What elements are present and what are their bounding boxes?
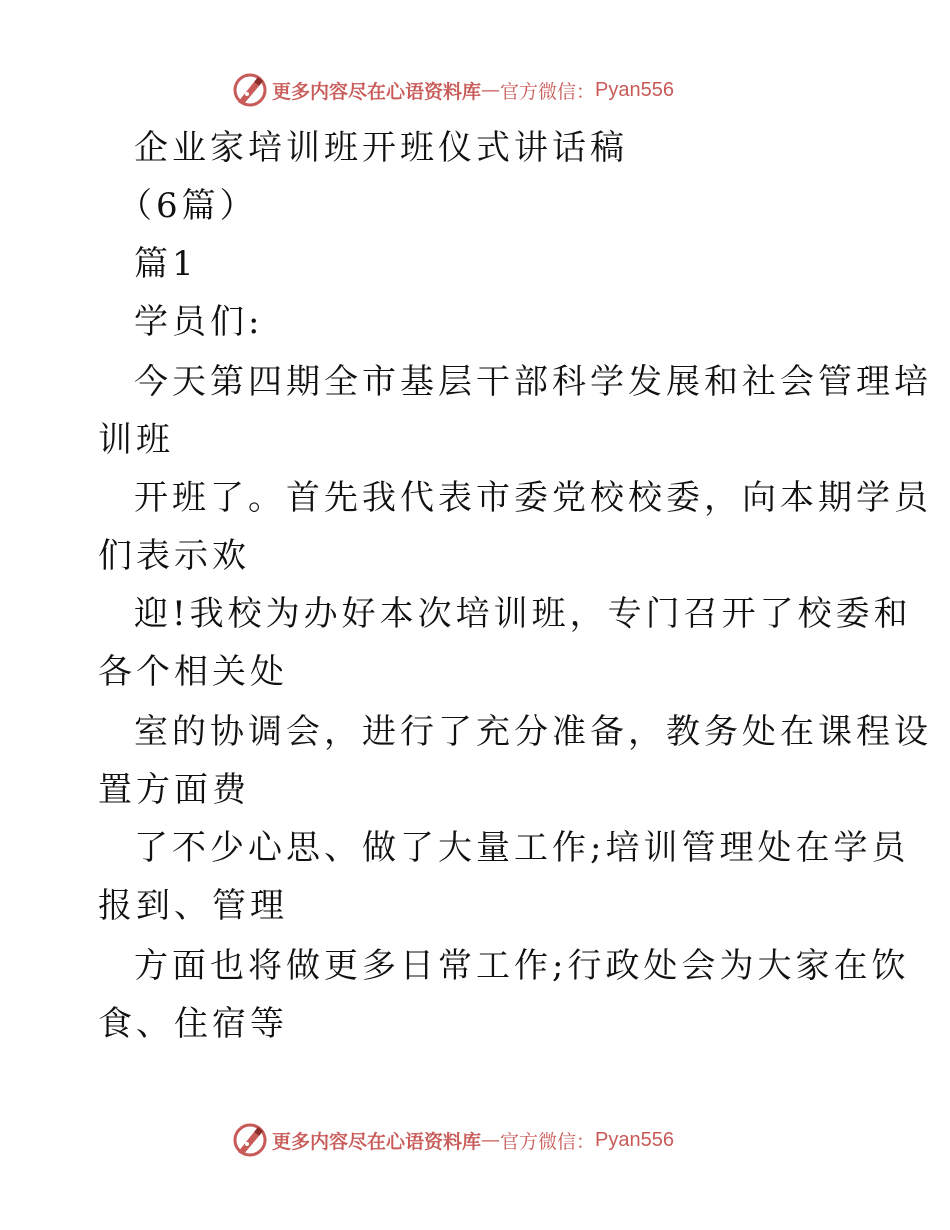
salutation: 学员们: [134, 302, 264, 342]
watermark-wechat-id: Pyan556 [595, 78, 674, 101]
paragraph-line: 迎!我校为办好本次培训班，专门召开了校委和 [134, 594, 912, 634]
paragraph-line: 报到、管理 [98, 886, 288, 926]
pen-logo-icon [232, 1122, 268, 1158]
paragraph-line: 训班 [98, 420, 174, 460]
paragraph-line: 们表示欢 [98, 536, 250, 576]
document-title: 企业家培训班开班仪式讲话稿 [134, 128, 628, 168]
paragraph-line: 方面也将做更多日常工作;行政处会为大家在饮 [134, 946, 910, 986]
watermark-brand: 更多内容尽在心语资料库 [272, 80, 482, 103]
watermark-separator: — [481, 1129, 501, 1151]
watermark-wechat-id: Pyan556 [595, 1128, 674, 1151]
paragraph-line: 室的协调会，进行了充分准备，教务处在课程设 [134, 712, 932, 752]
paragraph-line: 开班了。首先我代表市委党校校委，向本期学员 [134, 478, 932, 518]
paragraph-line: 置方面费 [98, 770, 250, 810]
document-subtitle: （6篇） [118, 186, 258, 226]
paragraph-line: 了不少心思、做了大量工作;培训管理处在学员 [134, 828, 910, 868]
section-heading: 篇1 [134, 244, 198, 284]
paragraph-line: 食、住宿等 [98, 1004, 288, 1044]
pen-logo-icon [232, 72, 268, 108]
paragraph-line: 各个相关处 [98, 652, 288, 692]
watermark-wechat-label: 官方微信： [500, 1130, 596, 1153]
watermark-banner-bottom [232, 1120, 674, 1160]
watermark-wechat-label: 官方微信： [500, 80, 596, 103]
paragraph-line: 今天第四期全市基层干部科学发展和社会管理培 [134, 362, 932, 402]
watermark-brand: 更多内容尽在心语资料库 [272, 1130, 482, 1153]
watermark-banner-top [232, 70, 674, 110]
watermark-separator: — [481, 79, 501, 101]
